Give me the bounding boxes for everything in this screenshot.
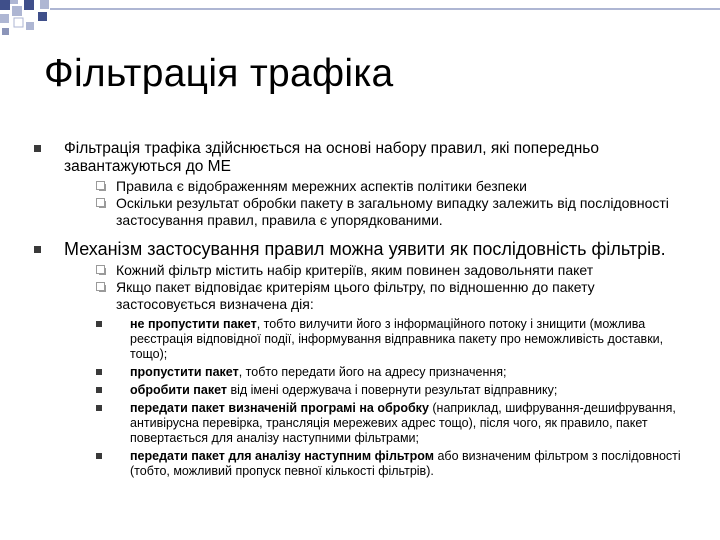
square-bullet-icon — [96, 321, 102, 327]
slide-body — [30, 140, 690, 482]
square-bullet-icon — [34, 145, 41, 152]
bullet-2-sublist — [96, 262, 690, 313]
bullet-1-sublist — [96, 178, 690, 229]
sub-bullet: Якщо пакет відповідає критеріям цього фільтру, по відношенню до пакету застосовується визначена дія: — [96, 279, 690, 313]
action-item: передати пакет визначеній програмі на обробку (наприклад, шифрування-дешифрування, антивірусна перевірка, трансляція мережевих адрес тощо), після чого, як правило, пакет повертається для аналізу наступними фільтрами; — [96, 401, 690, 446]
bullet-1 — [30, 140, 690, 176]
action-item: не пропустити пакет, тобто вилучити його з інформаційного потоку і знищити (можлива реєстрація відповідної події, інформування відправника пакету про неможливість доставки, тощо); — [96, 317, 690, 362]
square-bullet-icon — [96, 387, 102, 393]
action-item: передати пакет для аналізу наступним фільтром або визначеним фільтром з послідовності (тобто, можливий пропуск певної кількості фільтрів). — [96, 449, 690, 479]
hollow-square-bullet-icon — [96, 282, 105, 291]
slide-title: Фільтрація трафіка — [44, 52, 394, 95]
sub-bullet: Оскільки результат обробки пакету в загальному випадку залежить від послідовності застосування правил, правила є упорядкованими. — [96, 195, 690, 229]
decorative-squares — [0, 0, 720, 40]
action-item: обробити пакет від імені одержувача і повернути результат відправнику; — [96, 383, 690, 398]
bullet-2-text: Механізм застосування правил можна уявити як послідовність фільтрів. — [64, 239, 666, 259]
sub-bullet: Кожний фільтр містить набір критеріїв, яким повинен задовольняти пакет — [96, 262, 690, 279]
action-item: пропустити пакет, тобто передати його на адресу призначення; — [96, 365, 690, 380]
hollow-square-bullet-icon — [96, 198, 105, 207]
square-bullet-icon — [96, 405, 102, 411]
sub-bullet: Правила є відображенням мережних аспектів політики безпеки — [96, 178, 690, 195]
square-bullet-icon — [34, 246, 41, 253]
actions-list — [96, 317, 690, 479]
hollow-square-bullet-icon — [96, 181, 105, 190]
bullet-2 — [30, 239, 690, 260]
square-bullet-icon — [96, 453, 102, 459]
square-bullet-icon — [96, 369, 102, 375]
bullet-1-text: Фільтрація трафіка здійснюється на основі набору правил, які попередньо завантажуються до МЕ — [64, 140, 599, 175]
hollow-square-bullet-icon — [96, 265, 105, 274]
